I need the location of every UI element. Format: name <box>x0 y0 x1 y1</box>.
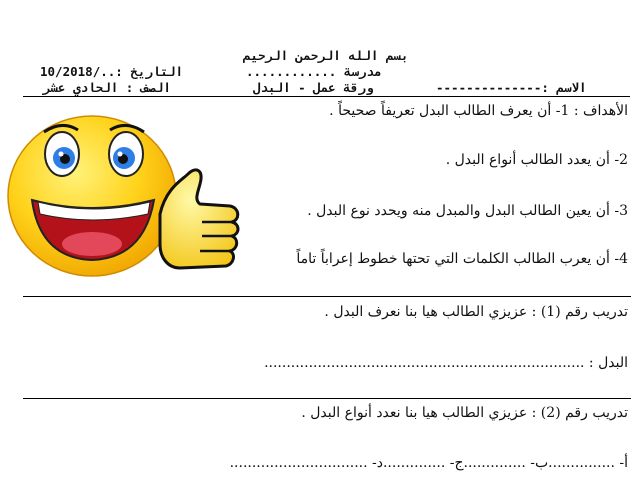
date-field: التاريخ :../10/2018 <box>40 64 183 79</box>
section-divider-2 <box>23 398 631 399</box>
exercise-1-title: تدريب رقم (1) : عزيزي الطالب هيا بنا نعرف البدل . <box>324 304 628 320</box>
worksheet-title: ورقة عمل - البدل <box>253 80 374 95</box>
header-divider <box>23 96 630 97</box>
objective-3: 3- أن يعين الطالب البدل والمبدل منه ويحدد نوع البدل . <box>307 203 628 219</box>
grade-field: الصف : الحادي عشر <box>43 80 171 95</box>
name-field: الاسم :-------------- <box>436 80 587 95</box>
exercise-1-answer-line[interactable]: البدل : ........................................................................ <box>264 355 628 371</box>
objective-1: الأهداف : 1- أن يعرف الطالب البدل تعريفاً صحيحاً . <box>329 103 628 119</box>
objective-4: 4- أن يعرب الطالب الكلمات التي تحتها خطوط إعراباً تاماً <box>296 251 628 267</box>
section-divider-1 <box>23 296 631 297</box>
school-name: مدرسة ............ <box>246 64 382 79</box>
exercise-2-answer-line[interactable]: أ- ...............ب- ..............ج- ..............د- ............................... <box>229 455 628 471</box>
smiley-thumbs-up-icon <box>4 108 244 280</box>
exercise-2-title: تدريب رقم (2) : عزيزي الطالب هيا بنا نعدد أنواع البدل . <box>301 405 628 421</box>
objective-2: 2- أن يعدد الطالب أنواع البدل . <box>445 152 628 168</box>
basmala: بسم الله الرحمن الرحيم <box>243 48 409 63</box>
